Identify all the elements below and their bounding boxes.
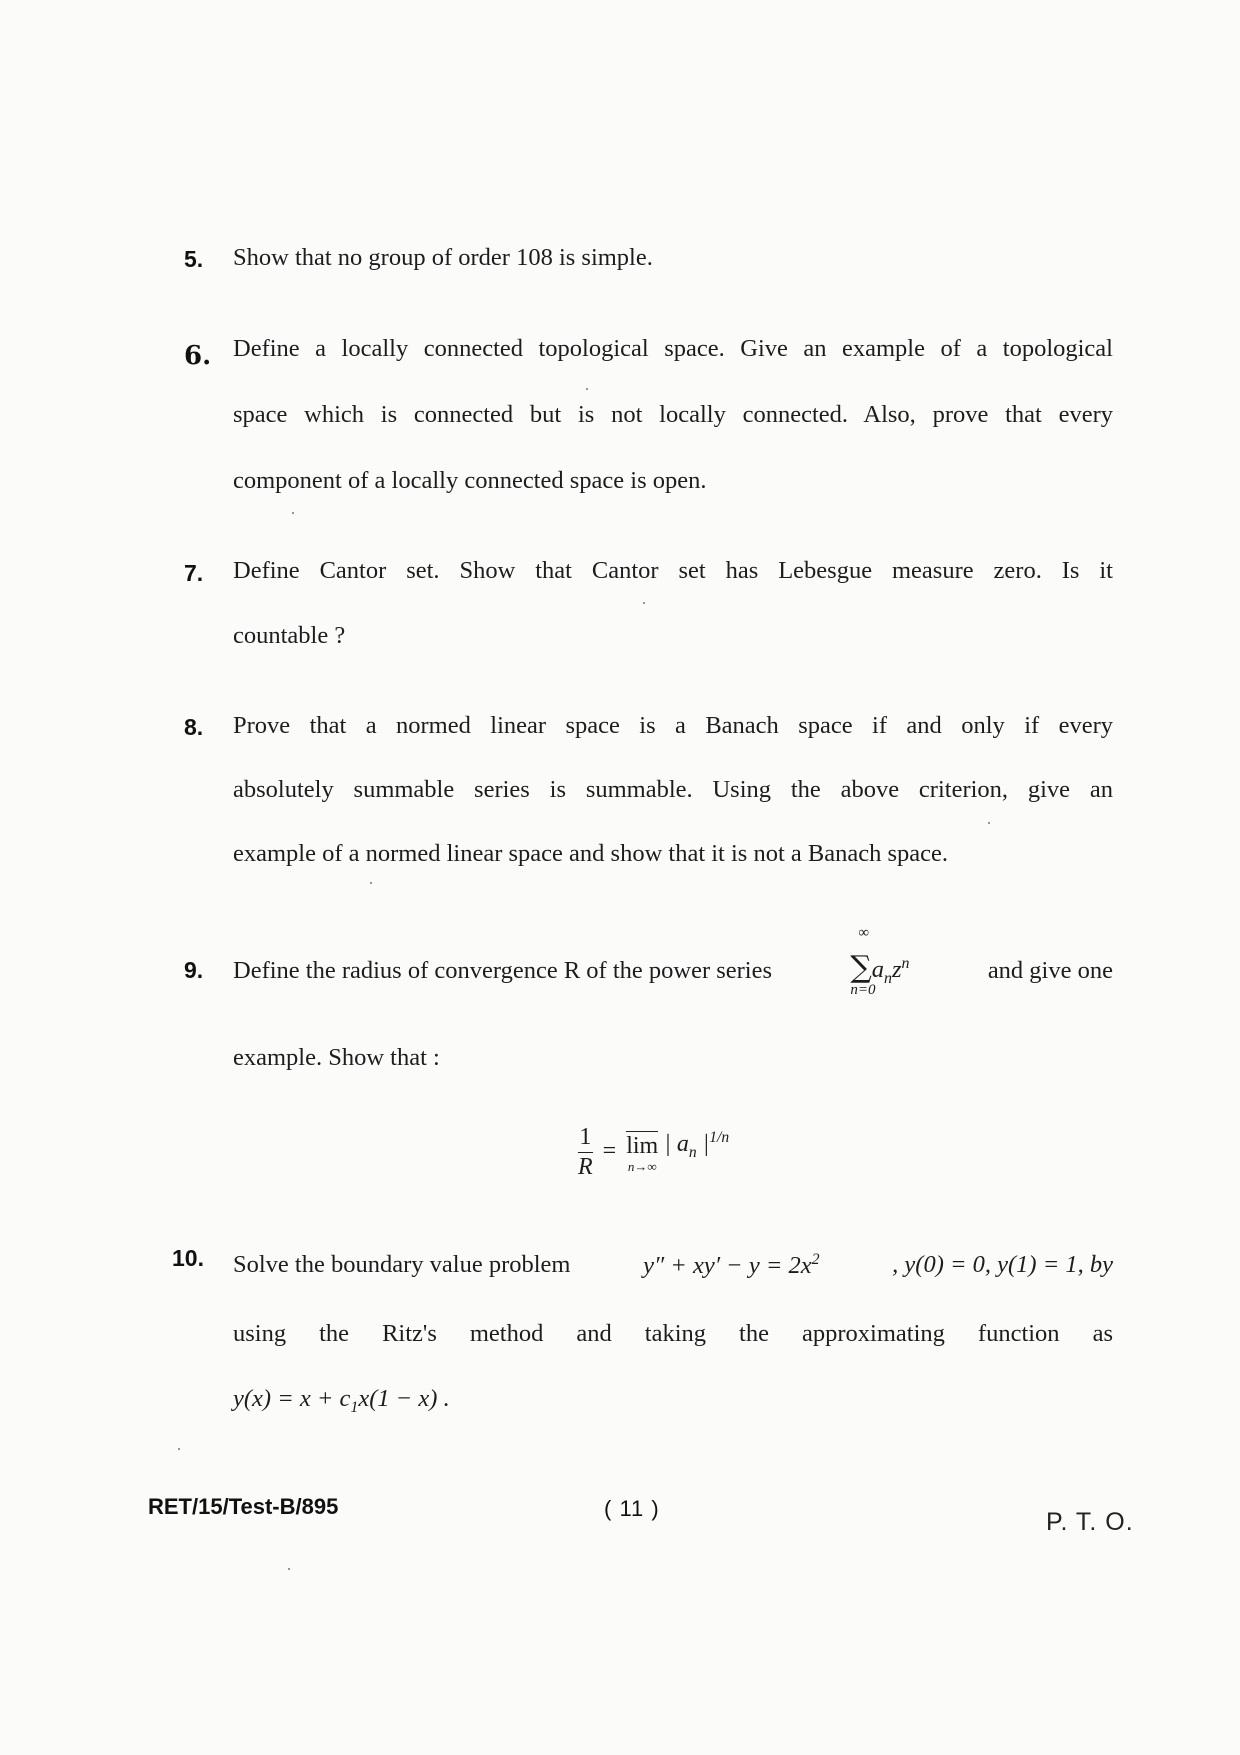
lim-word: lim <box>626 1132 659 1159</box>
scan-speck <box>586 388 588 390</box>
ode-exponent: 2 <box>811 1251 820 1268</box>
question-text: countable ? <box>233 622 346 649</box>
question-text: space which is connected but is not locally connected. Also, prove that every <box>233 401 1113 428</box>
series-coefficient-index: n <box>884 969 892 987</box>
abs-term-base: | a <box>664 1131 689 1158</box>
question-text: absolutely summable series is summable. Using the above criterion, give an <box>233 776 1113 803</box>
series-exponent: n <box>901 954 910 972</box>
question-number: 10. <box>172 1245 204 1271</box>
question-text: component of a locally connected space is open. <box>233 467 707 494</box>
abs-term-index: n <box>688 1144 697 1161</box>
question-text: using the Ritz's method and taking the approximating function as <box>233 1320 1113 1347</box>
question-text <box>233 925 1113 998</box>
boundary-conditions: , y(0) = 0, y(1) = 1, by <box>892 1251 1113 1278</box>
sigma-symbol: ∑ <box>850 950 872 985</box>
question-text: Define a locally connected topological space. Give an example of a topological <box>233 335 1113 362</box>
question-number: 7. <box>184 560 204 586</box>
scan-speck <box>288 1568 290 1570</box>
ode-lhs: y″ + xy′ − y = 2x <box>643 1252 812 1280</box>
question-number: 6. <box>184 341 212 371</box>
question-text: Define Cantor set. Show that Cantor set has Lebesgue measure zero. Is it <box>233 557 1113 584</box>
fraction-numerator: 1 <box>579 1124 592 1150</box>
scan-speck <box>178 1448 180 1450</box>
scan-speck <box>370 882 372 884</box>
scan-speck <box>292 512 294 514</box>
please-turn-over: P. T. O. <box>1046 1508 1134 1536</box>
question-text <box>233 1251 1113 1280</box>
abs-close: | <box>696 1131 710 1158</box>
series-variable: z <box>891 956 902 983</box>
scan-speck <box>988 822 990 824</box>
question-text-part: and give one <box>987 956 1113 984</box>
fraction-denominator: R <box>578 1153 593 1180</box>
scan-speck <box>643 602 645 604</box>
abs-power: 1/n <box>709 1129 730 1147</box>
equals-sign: = <box>602 1138 617 1165</box>
approx-sub: 1 <box>350 1398 359 1416</box>
lim-subscript: n→∞ <box>627 1159 657 1175</box>
question-text-part: Solve the boundary value problem <box>233 1251 571 1278</box>
paper-code: RET/15/Test-B/895 <box>148 1494 339 1519</box>
abs-term <box>664 1129 729 1162</box>
page-number: ( 11 ) <box>604 1496 660 1521</box>
sum-lower-limit: n=0 <box>850 982 876 998</box>
limsup <box>626 1131 658 1175</box>
question-number: 9. <box>184 957 204 983</box>
approx-part: y(x) = x + c <box>233 1385 351 1412</box>
formula-radius <box>578 1124 729 1181</box>
question-text-part: Define the radius of convergence R of the power series <box>233 956 773 984</box>
power-series <box>850 925 910 998</box>
fraction <box>578 1124 593 1181</box>
sum-upper-limit: ∞ <box>858 925 870 941</box>
question-number: 5. <box>184 246 204 272</box>
approx-rest: x(1 − x) . <box>358 1385 450 1412</box>
question-text: example. Show that : <box>233 1044 440 1071</box>
question-text: example of a normed linear space and show that it is not a Banach space. <box>233 840 949 867</box>
series-coefficient: a <box>871 956 885 983</box>
question-text: Show that no group of order 108 is simple. <box>233 244 653 271</box>
question-text: Prove that a normed linear space is a Banach space if and only if every <box>233 712 1113 739</box>
question-number: 8. <box>184 714 204 740</box>
ode-equation <box>643 1251 820 1280</box>
approximating-function <box>233 1385 1113 1417</box>
